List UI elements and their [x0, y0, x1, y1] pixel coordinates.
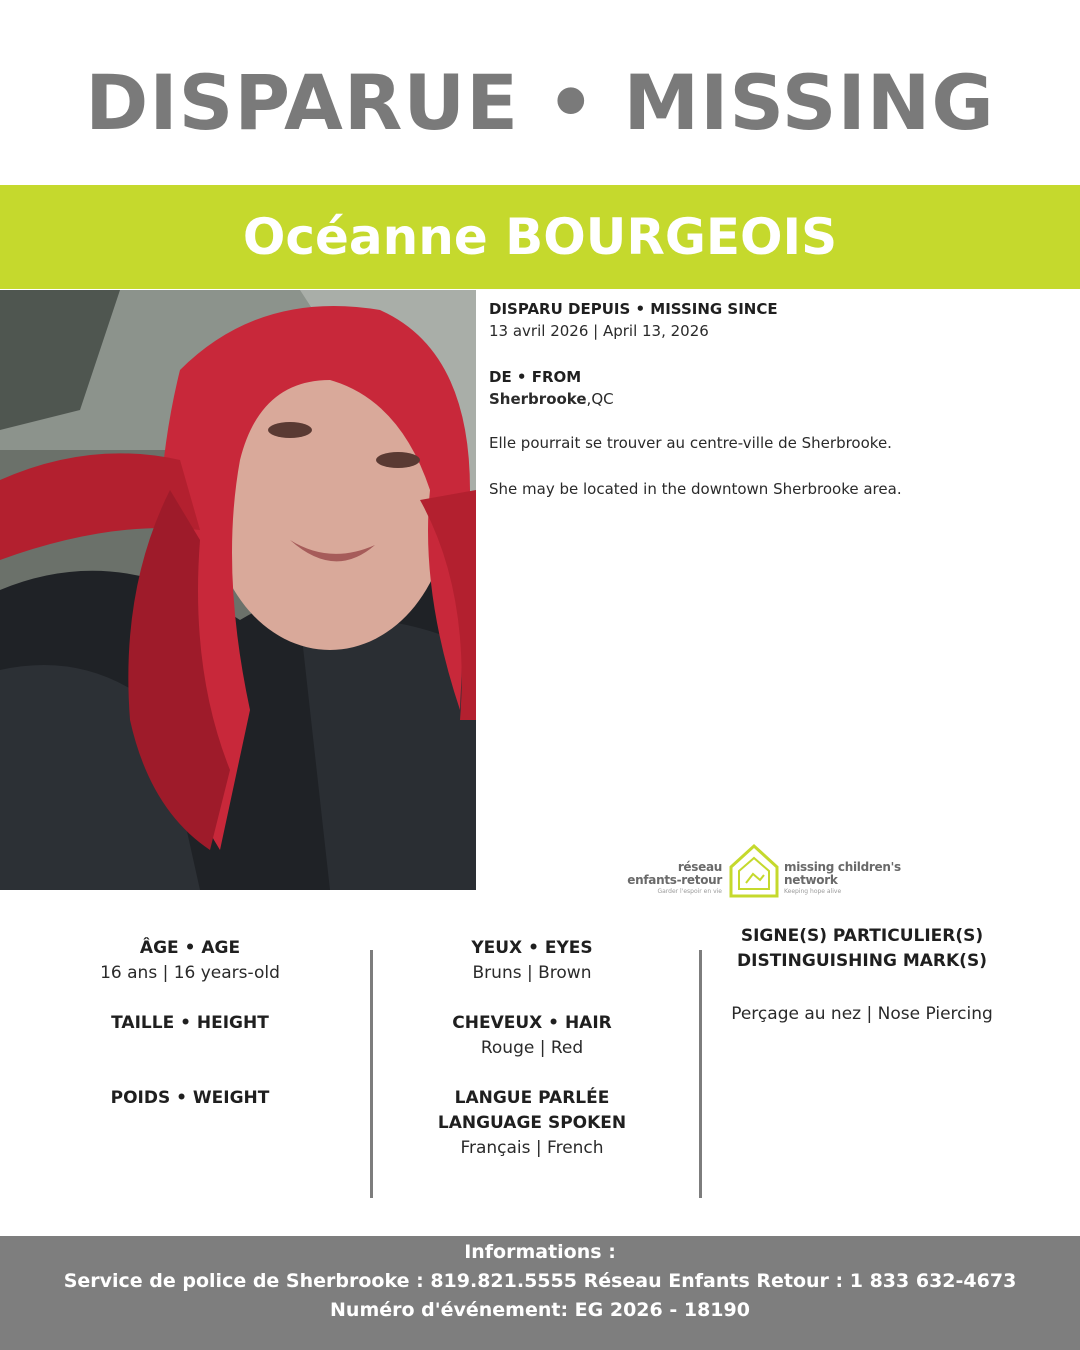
missing-childrens-network-logo — [624, 843, 914, 903]
missing-since-label: DISPARU DEPUIS • MISSING SINCE — [489, 300, 778, 318]
age-label: ÂGE • AGE — [139, 938, 241, 958]
marks-label-en: DISTINGUISHING MARK(S) — [737, 951, 987, 971]
logo-right-line1: missing children's — [784, 860, 901, 874]
person-name: Océanne BOURGEOIS — [242, 208, 838, 266]
logo-french-text — [624, 861, 722, 896]
language-label-en: LANGUAGE SPOKEN — [437, 1113, 627, 1133]
hair-value: Rouge | Red — [480, 1038, 584, 1058]
logo-right-tagline: Keeping hope alive — [784, 888, 842, 895]
missing-person-photo — [0, 290, 476, 890]
height-label: TAILLE • HEIGHT — [111, 1013, 269, 1033]
footer-event-number: Numéro d'événement: EG 2026 - 18190 — [330, 1299, 750, 1321]
name-banner — [0, 185, 1080, 289]
age-value: 16 ans | 16 years-old — [100, 963, 280, 983]
logo-english-text — [784, 861, 914, 896]
column-divider — [370, 950, 373, 1198]
marks-value: Perçage au nez | Nose Piercing — [731, 1004, 993, 1024]
weight-label: POIDS • WEIGHT — [110, 1088, 270, 1108]
location-note-fr: Elle pourrait se trouver au centre-ville de Sherbrooke. — [489, 434, 892, 452]
eyes-value: Bruns | Brown — [472, 963, 592, 983]
eyes-label: YEUX • EYES — [471, 938, 593, 958]
hair-label: CHEVEUX • HAIR — [452, 1013, 612, 1033]
attributes-column-3 — [712, 924, 1012, 1027]
logo-left-tagline: Garder l'espoir en vie — [657, 888, 722, 895]
from-label: DE • FROM — [489, 368, 582, 386]
logo-right-line2: network — [784, 873, 838, 887]
language-value: Français | French — [460, 1138, 604, 1158]
footer-contacts: Service de police de Sherbrooke : 819.821.5555 Réseau Enfants Retour : 1 833 632-4673 — [63, 1270, 1017, 1292]
missing-since-date: 13 avril 2026 | April 13, 2026 — [489, 322, 709, 340]
language-label-fr: LANGUE PARLÉE — [454, 1088, 610, 1108]
house-logo-icon — [727, 843, 781, 899]
logo-left-line1: réseau — [677, 860, 722, 874]
footer-title: Informations : — [464, 1241, 616, 1263]
missing-details — [489, 298, 1059, 500]
from-region: ,QC — [586, 390, 614, 408]
location-note-en: She may be located in the downtown Sherbrooke area. — [489, 480, 902, 498]
attributes-column-1 — [60, 936, 320, 1161]
poster-title: DISPARUE • MISSING — [85, 58, 995, 147]
logo-left-line2: enfants-retour — [627, 873, 722, 887]
from-city: Sherbrooke — [489, 390, 587, 408]
contact-footer — [0, 1236, 1080, 1350]
marks-label-fr: SIGNE(S) PARTICULIER(S) — [740, 926, 984, 946]
column-divider — [699, 950, 702, 1198]
from-location — [489, 388, 1059, 410]
attributes-column-2 — [402, 936, 662, 1161]
